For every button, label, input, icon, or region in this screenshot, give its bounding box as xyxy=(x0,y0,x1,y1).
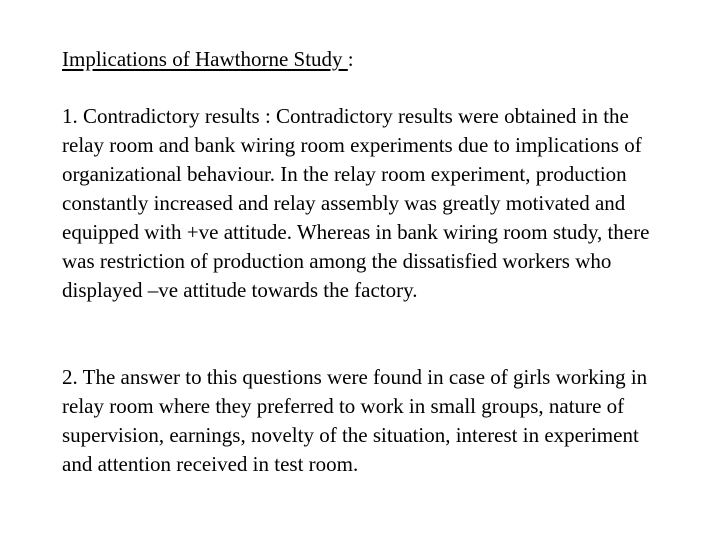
slide-heading xyxy=(62,45,354,74)
paragraph-contradictory-results: 1. Contradictory results : Contradictory results were obtained in the relay room and bank wiring room experiments due to implications of organizational behaviour. In the relay room experiment, production constantly increased and relay assembly was greatly motivated and equipped with +ve attitude. Whereas in bank wiring room study, there was restriction of production among the dissatisfied workers who displayed –ve attitude towards the factory. xyxy=(62,104,650,302)
heading-colon: : xyxy=(347,47,354,71)
paragraph-answer: 2. The answer to this questions were found in case of girls working in relay room where they preferred to work in small groups, nature of supervision, earnings, novelty of the situation, interest in experiment and attention received in test room. xyxy=(62,365,648,476)
heading-title: Implications of Hawthorne Study xyxy=(62,47,348,71)
